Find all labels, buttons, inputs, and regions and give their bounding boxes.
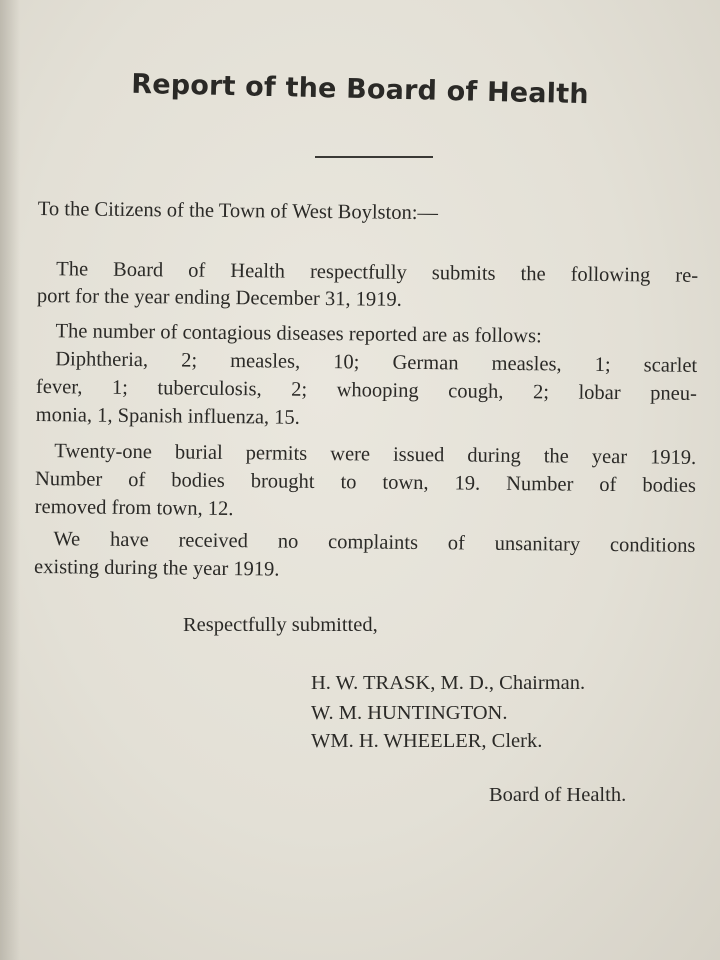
- signatory-member: W. M. HUNTINGTON.: [311, 702, 508, 724]
- paragraph-4-line-2: existing during the year 1919.: [33, 555, 280, 581]
- paragraph-1-line-2: port for the year ending December 31, 1919.: [36, 284, 402, 311]
- word: 1;: [111, 376, 129, 399]
- word: bodies: [642, 474, 697, 497]
- paragraph-4-line-1: [53, 526, 695, 559]
- word: submits: [431, 262, 496, 285]
- word: burial: [174, 441, 223, 464]
- word: town,: [382, 471, 429, 495]
- word: pneu-: [650, 382, 697, 405]
- signatory-clerk: WM. H. WHEELER, Clerk.: [311, 730, 543, 752]
- word: tuberculosis,: [157, 377, 262, 401]
- word: 1;: [594, 353, 611, 377]
- word: have: [109, 528, 149, 552]
- word: German: [392, 351, 459, 375]
- word: the: [520, 263, 546, 286]
- word: Diphtheria,: [55, 348, 149, 372]
- word: of: [447, 532, 466, 555]
- page-edge-shadow: [0, 0, 20, 960]
- word: cough,: [448, 380, 504, 403]
- report-body: [33, 196, 700, 581]
- word: Twenty-one: [54, 440, 153, 464]
- word: to: [340, 471, 357, 494]
- paragraph-2-line-1: The number of contagious diseases reported are as follows:: [55, 320, 542, 348]
- word: of: [128, 468, 146, 492]
- word: re-: [675, 264, 699, 287]
- word: year: [591, 445, 628, 469]
- word: fever,: [35, 375, 83, 399]
- word: bodies: [171, 469, 225, 492]
- paragraph-3-line-2: [35, 466, 696, 499]
- word: Board: [113, 258, 164, 282]
- word: conditions: [609, 534, 696, 557]
- salutation: To the Citizens of the Town of West Boylston:—: [37, 197, 439, 225]
- word: The: [56, 258, 89, 281]
- word: measles,: [230, 350, 301, 373]
- signatory-chairman: H. W. TRASK, M. D., Chairman.: [311, 672, 586, 694]
- word: lobar: [578, 381, 621, 405]
- word: 1919.: [649, 446, 697, 469]
- word: We: [53, 528, 81, 551]
- word: were: [330, 443, 371, 466]
- word: 10;: [333, 351, 360, 374]
- word: 2;: [532, 381, 550, 404]
- word: whooping: [336, 379, 419, 402]
- word: 19.: [454, 472, 481, 495]
- word: the: [543, 445, 569, 468]
- word: 2;: [181, 349, 198, 372]
- title-divider: [315, 156, 433, 158]
- word: Health: [230, 260, 286, 283]
- word: 2;: [291, 378, 308, 401]
- word: issued: [392, 443, 445, 467]
- paragraph-2-line-4: monia, 1, Spanish influenza, 15.: [35, 403, 300, 429]
- word: during: [467, 444, 521, 468]
- paragraph-2-line-2: [55, 346, 697, 379]
- word: measles,: [491, 352, 562, 376]
- word: following: [570, 263, 651, 287]
- word: unsanitary: [494, 532, 581, 556]
- report-title: Report of the Board of Health: [130, 68, 590, 111]
- word: of: [599, 473, 617, 497]
- closing-line: Respectfully submitted,: [183, 614, 378, 636]
- word: brought: [250, 470, 315, 493]
- word: no: [277, 530, 299, 553]
- word: received: [178, 529, 249, 553]
- paragraph-3-line-1: [54, 438, 696, 471]
- paragraph-2-line-3: [36, 374, 697, 407]
- word: complaints: [327, 531, 419, 554]
- word: respectfully: [309, 260, 407, 284]
- word: scarlet: [643, 354, 698, 377]
- board-signature: Board of Health.: [489, 784, 627, 806]
- word: permits: [245, 442, 308, 465]
- word: Number: [34, 467, 103, 491]
- paragraph-3-line-3: removed from town, 12.: [34, 495, 234, 521]
- word: of: [188, 259, 206, 282]
- word: Number: [506, 472, 574, 496]
